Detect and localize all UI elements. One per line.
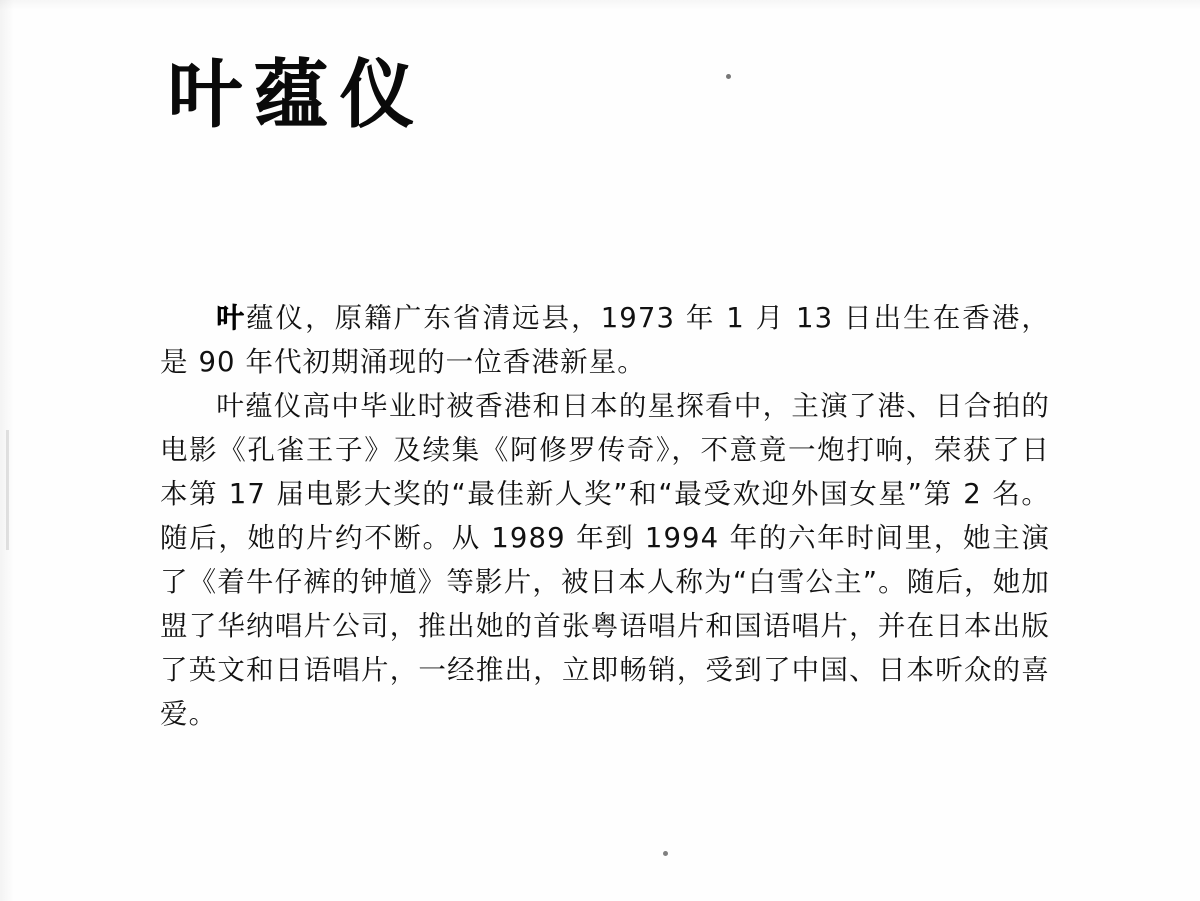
paragraph-1-text: 蕴仪，原籍广东省清远县，1973 年 1 月 13 日出生在香港，是 90 年代初期涌现的一位香港新星。 <box>160 302 1051 378</box>
paragraph-1-lead: 叶 <box>216 302 246 334</box>
scan-speck-icon-top <box>726 74 731 79</box>
scan-edge-top <box>0 0 1200 10</box>
body-text <box>160 296 1050 736</box>
paragraph-2-text: 叶蕴仪高中毕业时被香港和日本的星探看中，主演了港、日合拍的电影《孔雀王子》及续集《阿修罗传奇》，不意竟一炮打响，荣获了日本第 17 届电影大奖的“最佳新人奖”和“最受欢迎外国女星”第 2 名。随后，她的片约不断。从 1989 年到 1994 年的六年时间里，她主演了《着牛仔裤的钟馗》等影片，被日本人称为“白雪公主”。随后，她加盟了华纳唱片公司，推出她的首张粤语唱片和国语唱片，并在日本出版了英文和日语唱片，一经推出，立即畅销，受到了中国、日本听众的喜爱。 <box>160 390 1050 730</box>
page-title: 叶蕴仪 <box>168 52 426 138</box>
scan-edge-streak <box>6 430 9 550</box>
paragraph-2 <box>160 384 1050 736</box>
paragraph-1 <box>160 296 1050 384</box>
scan-speck-icon-bottom <box>663 851 668 856</box>
